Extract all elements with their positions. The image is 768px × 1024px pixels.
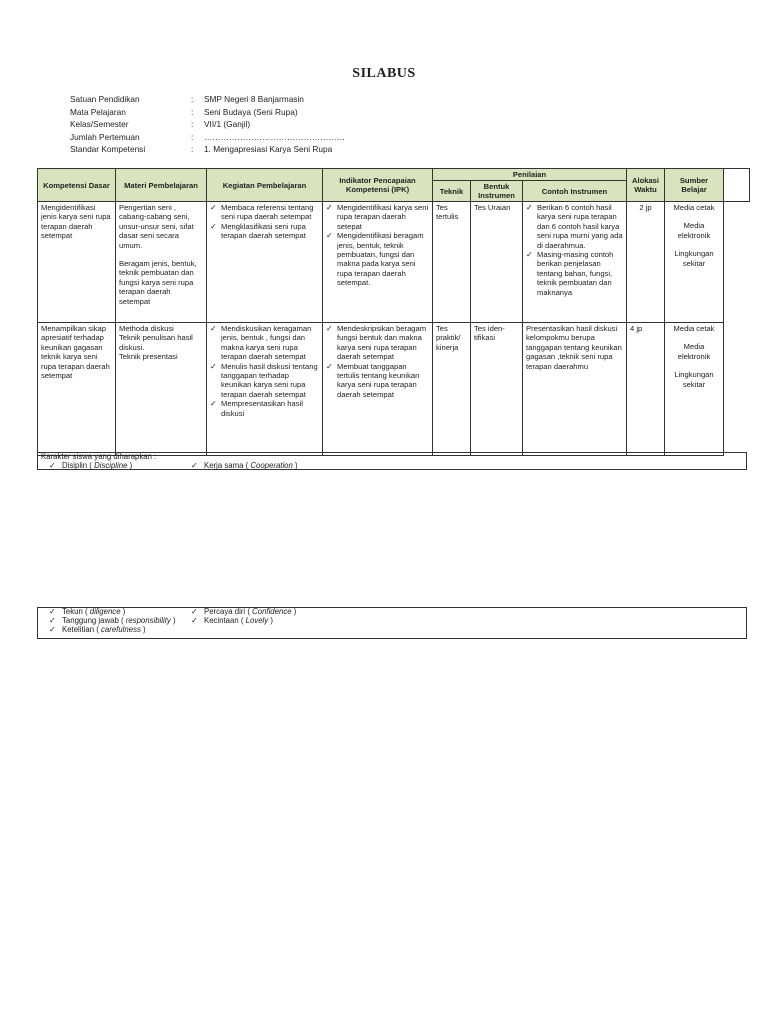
info-value: …………………………………………… [204,131,346,142]
info-colon: : [191,106,194,117]
header-ipk: Indikator Pencapaian Kompetensi (IPK) [323,169,433,202]
ipk-item: ✓ Mengidentifikasi beragam jenis, bentuk, teknik pembuatan, fungsi dan makna pada karya seni rupa terapan daerah setempat. [326,231,429,287]
karakter-heading: Karakter siswa yang diharapkan : [41,452,157,461]
header-teknik: Teknik [433,181,471,202]
cell-bentuk: Tes Uraian [471,202,523,323]
header-kompetensi-dasar: Kompetensi Dasar [38,169,116,202]
header-materi: Materi Pembelajaran [116,169,207,202]
blank-column [724,169,750,202]
contoh-item: ✓ Masing-masing contoh berikan penjelasan tentang bahan, fungsi, teknik pembuatan dan maknanya [526,250,623,297]
table-row [38,202,750,323]
header-alokasi: Alokasi Waktu [627,169,665,202]
cell-contoh [523,202,627,323]
cell-ipk [323,323,433,456]
cell-bentuk: Tes iden-tifikasi [471,323,523,456]
contoh-item: ✓ Berikan 6 contoh hasil karya seni rupa terapan dan 6 contoh hasil karya seni rupa murni yang ada di daerahmua. [526,203,623,250]
karakter-item: ✓ Tanggung jawab ( responsibility ) [41,617,183,626]
info-value: Seni Budaya (Seni Rupa) [204,106,298,117]
info-colon: : [191,94,194,104]
ipk-item: ✓ Membuat tanggapan tertulis tentang keunikan karya seni rupa terapan daerah setempat [326,362,429,400]
cell-alokasi: 4 jp [627,323,665,456]
karakter-item: ✓ Kecintaan ( Lovely ) [183,617,483,626]
header-kegiatan: Kegiatan Pembelajaran [207,169,323,202]
header-sumber: Sumber Belajar [665,169,724,202]
cell-kegiatan [207,202,323,323]
sumber-item: Media elektronik [677,342,711,361]
karakter-item: ✓ Ketelitian ( carefulness ) [41,626,183,635]
info-label: Kelas/Semester [70,119,129,130]
cell-teknik: Tes tertulis [433,202,471,323]
info-row-pertemuan [70,131,345,144]
kegiatan-item: ✓ Menulis hasil diskusi tentang tanggapan terhadap keunikan karya seni rupa terapan daerah setempat [210,362,319,400]
info-value: SMP Negeri 8 Banjarmasin [204,94,304,104]
cell-materi [116,202,207,323]
cell-sumber [665,323,724,456]
header-penilaian: Penilaian [433,169,627,181]
ipk-item: ✓ Mendeskripsikan beragam fungsi bentuk dan makna karya seni rupa terapan daerah setempat [326,324,429,362]
silabus-table [37,168,750,456]
cell-materi [116,323,207,456]
info-label: Mata Pelajaran [70,106,126,117]
info-row-mapel [70,106,345,119]
kegiatan-item: ✓ Mendiskusikan keragaman jenis, bentuk , fungsi dan makna karya seni rupa terapan daerah setempat [210,324,319,362]
sumber-item: Lingkungan sekitar [674,370,714,389]
info-label: Satuan Pendidikan [70,94,140,104]
cell-alokasi: 2 jp [627,202,665,323]
kegiatan-item: ✓ Mempresentasikan hasil diskusi [210,399,319,418]
info-colon: : [191,119,194,130]
materi-text: Pengertian seni , cabang-cabang seni, unsur-unsur seni, sifat dasar seni secara umum. [119,203,194,250]
cell-kd: Mengidentifikasi jenis karya seni rupa terapan daerah setempat [38,202,116,323]
header-bentuk: Bentuk Instrumen [471,181,523,202]
karakter-box [37,607,747,639]
info-value: 1. Mengapresiasi Karya Seni Rupa [204,144,333,155]
info-value: VII/1 (Ganjil) [204,119,251,130]
identity-info [70,93,345,156]
table-row [38,323,750,456]
kegiatan-item: ✓ Mengklasifikasi seni rupa terapan daerah setempat [210,222,319,241]
karakter-item: ✓ Disiplin ( Discipline ) [41,462,183,471]
cell-sumber [665,202,724,323]
karakter-item: ✓ Percaya diri ( Confidence ) [183,608,483,617]
materi-text: Methoda diskusi [119,324,174,333]
karakter-item: ✓ Kerja sama ( Cooperation ) [183,462,483,471]
info-label: Standar Kompetensi [70,144,146,155]
info-row-satuan [70,93,345,106]
ipk-item: ✓ Mengidentifikasi karya seni rupa terapan daerah setepat [326,203,429,231]
karakter-item: ✓ Tekun ( diligence ) [41,608,183,617]
materi-text: Teknik penulisan hasil diskusi. [119,333,193,352]
kegiatan-item: ✓ Membaca referensi tentang seni rupa daerah setempat [210,203,319,222]
cell-kd: Menampilkan sikap apresiatif terhadap keunikan gagasan teknik karya seni rupa terapan daerah setempat [38,323,116,456]
info-colon: : [191,131,194,142]
cell-ipk [323,202,433,323]
cell-kegiatan [207,323,323,456]
page-title: SILABUS [352,66,416,81]
info-colon: : [191,144,194,155]
sumber-item: Media cetak [673,324,715,333]
sumber-item: Media elektronik [677,221,711,240]
header-contoh: Contoh Instrumen [523,181,627,202]
materi-text: Teknik presentasi [119,352,178,362]
cell-teknik: Tes praktik/ kinerja [433,323,471,456]
info-row-kelas [70,118,345,131]
info-label: Jumlah Pertemuan [70,131,140,142]
sumber-item: Lingkungan sekitar [674,249,714,268]
info-row-sk [70,143,345,156]
materi-text: Beragam jenis, bentuk, teknik pembuatan dan fungsi karya seni rupa terapan daerah setempat [119,259,197,306]
cell-contoh: Presentasikan hasil diskusi kelompokmu berupa tanggapan tentang keunikan gagasan ,teknik seni rupa terapan daerahmu [523,323,627,456]
sumber-item: Media cetak [673,203,715,212]
karakter-box [37,452,747,470]
